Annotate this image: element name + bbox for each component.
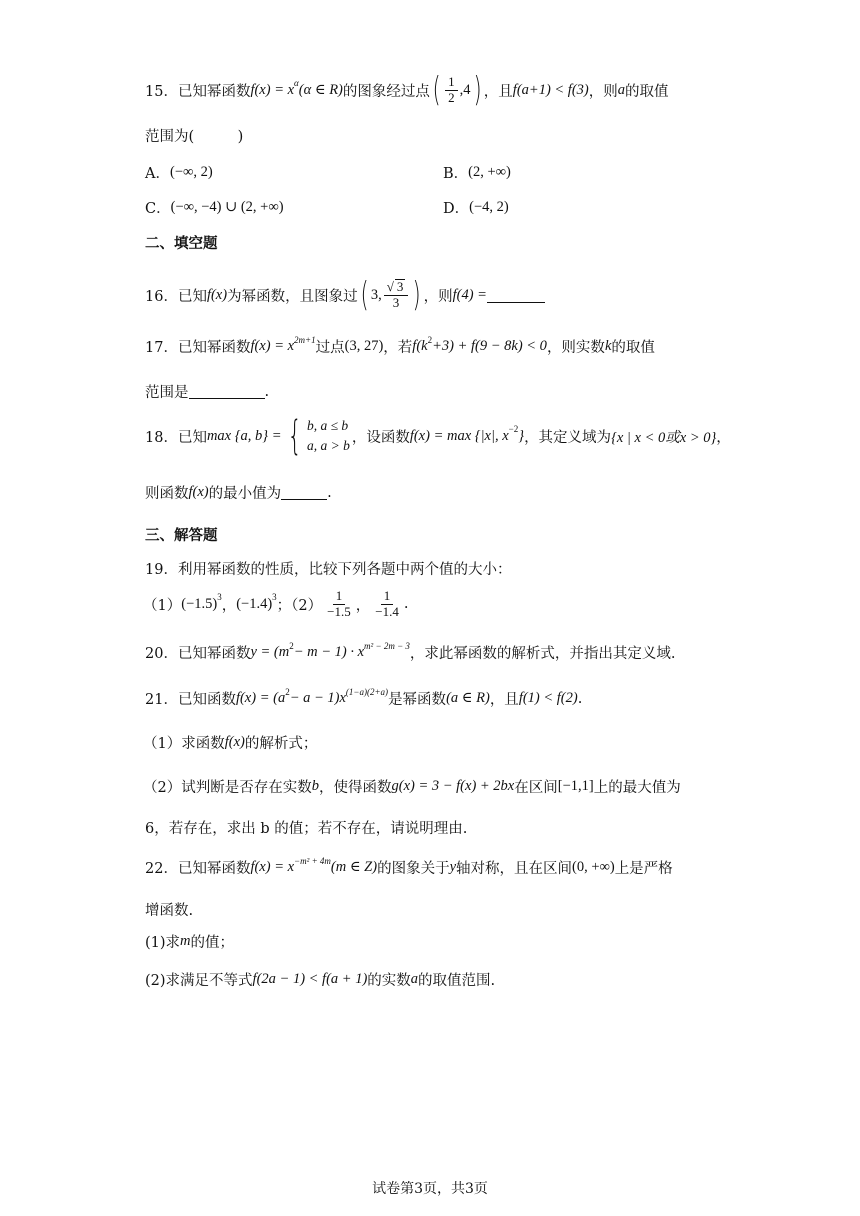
- q15-line1: 15． 已知幂函数 f(x) = x α (α ∈ R) 的图象经过点 ( $\frac{1}{2}$ ,4 ) ，且 f(a+1) < f(3) ，则 a 的取值: [145, 70, 669, 110]
- q22-line1: 22． 已知幂函数 f(x) = x −m² + 4m (m ∈ Z) 的图象关于 y 轴对称，且在区间 (0, +∞) 上是严格: [145, 855, 673, 877]
- q15-option-c[interactable]: C． (−∞, −4) ∪ (2, +∞): [145, 199, 284, 217]
- q17-line1: 17． 已知幂函数 f(x) = x 2m+1 过点 (3, 27) ，若 f(k 2 +3) + f(9 − 8k) < 0 ，则实数 k 的取值: [145, 334, 655, 356]
- q15-point-fraction: $\frac{1}{2}$: [445, 75, 458, 106]
- q18-answer-blank[interactable]: [281, 485, 327, 500]
- q16-line: 16． 已知 f(x) 为幂函数，且图象过 ( 3, $\frac{√ 3}{3}$ ) ，则 f(4) =: [145, 278, 545, 312]
- section-fill-in-heading: 二、填空题: [145, 235, 218, 252]
- q17-line2: 范围是 .: [145, 383, 270, 401]
- q21-part1: （1）求函数 f(x) 的解析式；: [143, 734, 318, 752]
- page-footer: 试卷第3页，共3页: [372, 1181, 488, 1197]
- q19-fraction-2: $\frac{1}{-1.4}$: [375, 588, 399, 619]
- q15-option-d[interactable]: D． (−4, 2): [443, 199, 509, 217]
- q22-line2: 增函数.: [145, 903, 194, 919]
- q18-line2: 则函数 f(x) 的最小值为 .: [145, 484, 332, 502]
- q21-part2-line1: （2）试判断是否存在实数 b ，使得函数 g(x) = 3 − f(x) + 2bx 在区间 [−1,1] 上的最大值为: [143, 778, 681, 796]
- q22-part2: (2)求满足不等式 f(2a − 1) < f(a + 1) 的实数 a 的取值范围.: [145, 971, 496, 989]
- q22-part1: (1)求 m 的值；: [145, 933, 235, 951]
- q15-option-b[interactable]: B． (2, +∞): [443, 164, 511, 182]
- q18-cases: b, a ≤ b a, a > b: [306, 418, 350, 453]
- q15-line2: 范围为( ): [145, 129, 244, 145]
- q16-point-fraction: $\frac{√ 3}{3}$: [384, 279, 409, 311]
- q17-answer-blank[interactable]: [189, 384, 265, 399]
- q19-fraction-1: $\frac{1}{-1.5}$: [327, 588, 351, 619]
- q21-part2-line2: 6，若存在，求出 b 的值；若不存在，请说明理由.: [145, 821, 468, 837]
- q19-line1: 19． 利用幂函数的性质，比较下列各题中两个值的大小：: [145, 562, 512, 578]
- q16-answer-blank[interactable]: [487, 288, 545, 303]
- q15-number: 15．: [145, 83, 178, 100]
- q21-line1: 21． 已知函数 f(x) = (a 2 − a − 1)x (1−a)(2+a) 是幂函数 (a ∈ R) ，且 f(1) < f(2) .: [145, 686, 583, 708]
- section-answer-heading: 三、解答题: [145, 527, 218, 544]
- q15-option-a[interactable]: A． (−∞, 2): [145, 164, 213, 182]
- q20-line: 20． 已知幂函数 y = (m 2 − m − 1) · x m² − 2m − 3 ，求此幂函数的解析式，并指出其定义域.: [145, 640, 676, 662]
- q18-line1: 18． 已知 max {a, b} = { b, a ≤ b a, a > b ，设函数 f(x) = max {|x|, x −2 } ，其定义域为 {x | x < 0或x > 0} ，: [145, 413, 731, 459]
- q19-line2: （1） (−1.5) 3 ， (−1.4) 3 ；（2） $\frac{1}{-1.5}$ ， $\frac{1}{-1.4}$ .: [143, 588, 409, 619]
